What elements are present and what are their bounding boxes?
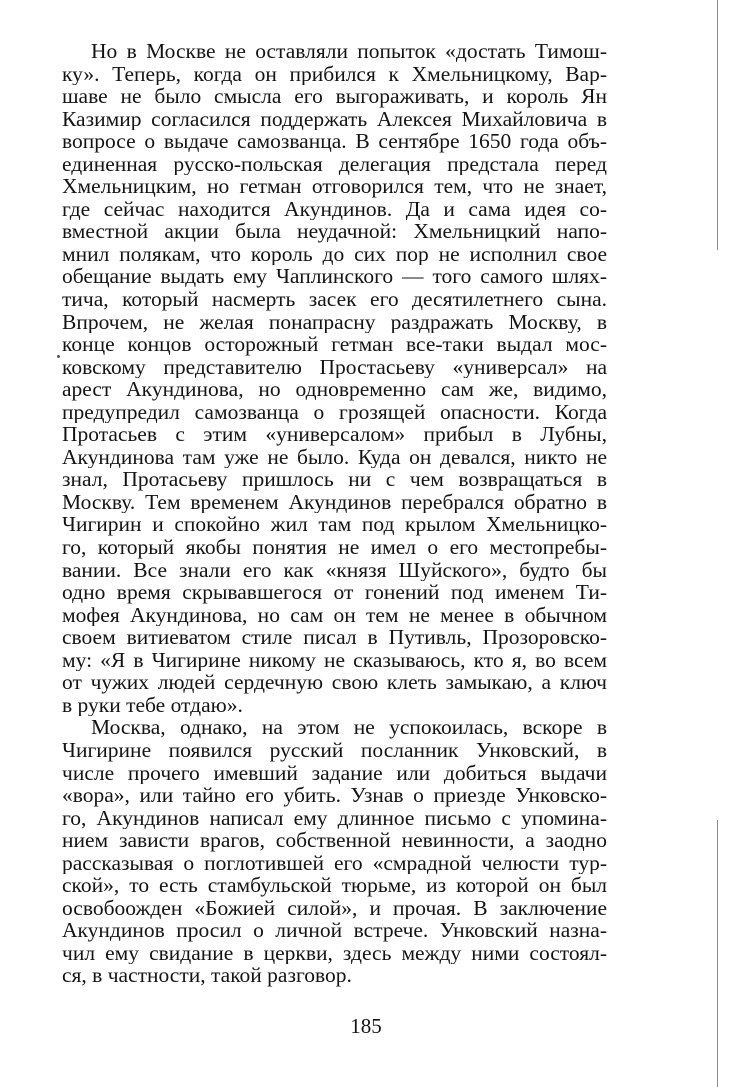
text-line: Москву. Тем временем Акундинов перебрался обратно в <box>62 490 607 514</box>
text-line: Чигирине появился русский посланник Унковский, в <box>62 738 607 762</box>
text-line: ся, в частности, такой разговор. <box>62 964 352 987</box>
text-line: арест Акундинова, но одновременно сам же, видимо, <box>62 378 607 401</box>
text-line: мнил полякам, что король до сих пор не исполнил свое <box>62 242 607 266</box>
text-line: единенная русско-польская делегация предстала перед <box>62 152 607 176</box>
text-line: му: «Я в Чигирине никому не сказываюсь, кто я, во всем <box>62 648 607 672</box>
text-line: обещание выдать ему Чаплинского — того самого шлях- <box>62 265 607 289</box>
text-line: Москва, однако, на этом не успокоилась, вскоре в <box>91 716 607 739</box>
text-line: конце концов осторожный гетман все-таки выдал мос- <box>62 333 607 356</box>
scan-edge-line-bottom <box>717 820 718 1087</box>
text-line: знал, Протасьеву пришлось ни с чем возвращаться в <box>62 468 607 491</box>
text-line: го, который якобы понятия не имел о его местопребы- <box>62 536 607 559</box>
text-line: Казимир согласился поддержать Алексея Михайловича в <box>62 107 607 131</box>
text-line: нием зависти врагов, собственной невинности, а заодно <box>62 829 607 852</box>
paragraph-1 <box>62 40 607 716</box>
text-line: Протасьев с этим «универсалом» прибыл в Лубны, <box>62 423 607 446</box>
text-line: ской», то есть стамбульской тюрьме, из которой он был <box>62 874 607 897</box>
text-line: освобоожден «Божией силой», и прочая. В заключение <box>62 896 607 920</box>
text-line: от чужих людей сердечную свою клеть замыкаю, а ключ <box>62 671 607 694</box>
text-line: го, Акундинов написал ему длинное письмо с упомина- <box>62 806 607 830</box>
paragraph-2 <box>62 716 607 987</box>
text-line: своем витиеватом стиле писал в Путивль, Прозоровско- <box>62 626 607 649</box>
body-text <box>62 40 607 987</box>
text-line: Впрочем, не желая понапрасну раздражать Москву, в <box>62 310 607 334</box>
text-line: в руки тебе отдаю». <box>62 693 243 717</box>
text-line: одно время скрывавшегося от гонений под именем Ти- <box>62 581 607 604</box>
text-line: тича, который насмерть засек его десятилетнего сына. <box>62 288 607 311</box>
text-line: «вора», или тайно его убить. Узнав о приезде Унковско- <box>62 784 607 807</box>
text-line: рассказывая о поглотившей его «смрадной челюсти тур- <box>62 851 607 875</box>
text-line: Хмельницким, но гетман отговорился тем, что не знает, <box>62 175 607 198</box>
text-line: вопросе о выдаче самозванца. В сентябре 1650 года объ- <box>62 130 607 153</box>
text-line: числе прочего имевший задание или добиться выдачи <box>62 761 607 785</box>
text-line: Акундинов просил о личной встрече. Унковский назна- <box>62 919 607 942</box>
text-line: где сейчас находится Акундинов. Да и сама идея со- <box>62 197 607 221</box>
scan-speck <box>57 355 60 358</box>
text-line: Акундинова там уже не было. Куда он девался, никто не <box>62 445 607 469</box>
scan-edge-line-top <box>717 0 718 250</box>
page-number: 185 <box>350 1014 382 1038</box>
text-line: чил ему свидание в церкви, здесь между ними состоял- <box>62 941 607 965</box>
text-line: шаве не было смысла его выгораживать, и король Ян <box>62 85 607 108</box>
text-line: ку». Теперь, когда он прибился к Хмельницкому, Вар- <box>62 62 607 86</box>
text-line: мофея Акундинова, но сам он тем не менее в обычном <box>62 603 607 627</box>
text-line: ковскому представителю Простасьеву «универсал» на <box>62 355 607 379</box>
text-line: вании. Все знали его как «князя Шуйского», будто бы <box>62 558 607 582</box>
text-line: предупредил самозванца о грозящей опасности. Когда <box>62 400 607 424</box>
text-line: Чигирин и спокойно жил там под крылом Хмельницко- <box>62 513 607 537</box>
text-line: Но в Москве не оставляли попыток «достать Тимош- <box>91 40 607 63</box>
text-line: вместной акции была неудачной: Хмельницкий напо- <box>62 220 607 243</box>
